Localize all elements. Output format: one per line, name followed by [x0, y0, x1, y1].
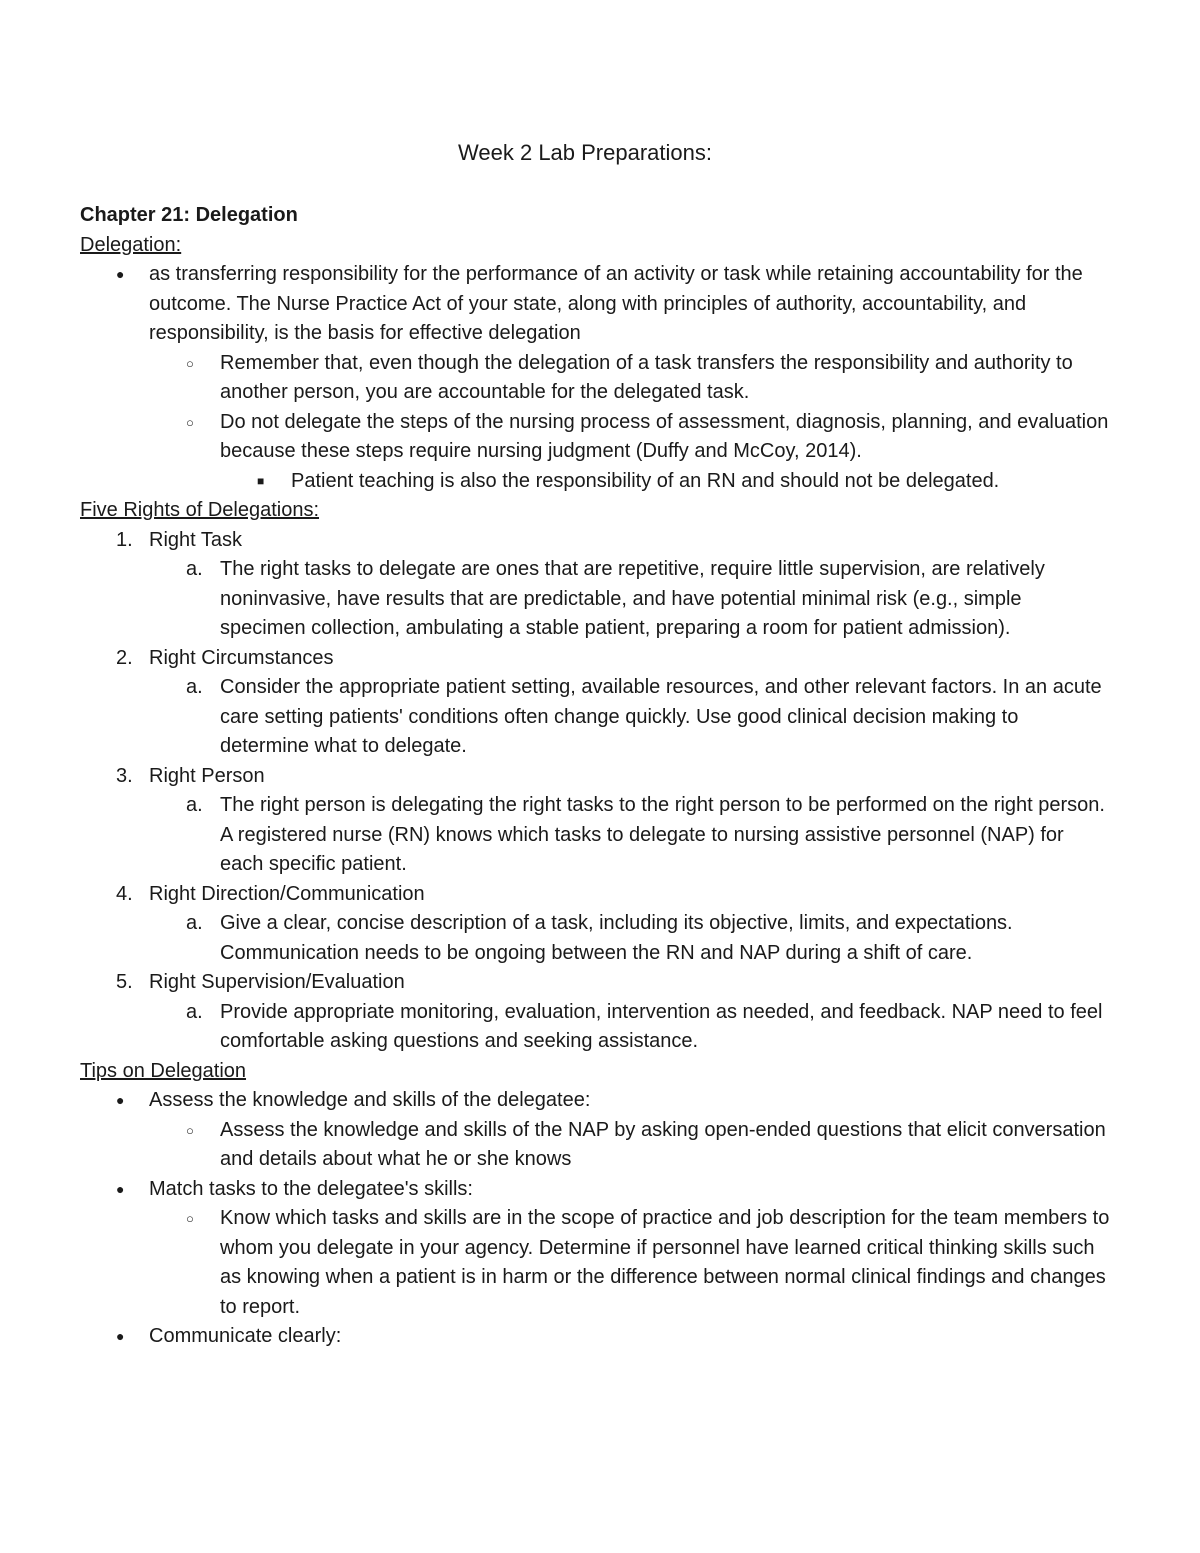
bullet-icon: ● [116, 1328, 125, 1344]
page-title: Week 2 Lab Preparations: [458, 140, 712, 165]
delegation-definition: as transferring responsibility for the performance of an activity or task while retaining accountability for the outcome. The Nurse Practice Act of your state, along with principles of authority, accountability, and responsibility, is the basis for effective delegation [149, 263, 1083, 344]
list-item-text: Patient teaching is also the responsibility of an RN and should not be delegated. [291, 469, 1000, 492]
list-item [80, 408, 1110, 467]
bullet-icon: ● [116, 266, 125, 282]
square-bullet-icon: ■ [257, 473, 265, 488]
right-label: Right Circumstances [149, 646, 334, 669]
list-number: 5. [116, 971, 133, 993]
list-number: 4. [116, 882, 133, 905]
list-item-text: Assess the knowledge and skills of the NAP by asking open-ended questions that elicit conversation and details about what he or she knows [220, 1118, 1106, 1170]
list-item [80, 673, 1110, 762]
right-label: Right Task [149, 528, 243, 551]
list-item [80, 1116, 1110, 1175]
list-item [80, 1322, 1110, 1352]
numbered-item [80, 880, 1110, 910]
list-letter: a. [186, 912, 203, 934]
section-heading: Tips on Delegation [80, 1059, 247, 1082]
list-item-text: Do not delegate the steps of the nursing process of assessment, diagnosis, planning, and evaluation because these steps require nursing judgment (Duffy and McCoy, 2014). [220, 410, 1109, 462]
section-five-rights [80, 496, 1110, 1057]
list-item [80, 998, 1110, 1057]
bullet-icon: ● [116, 1180, 125, 1197]
right-label: Right Person [149, 764, 265, 787]
list-item-text: The right tasks to delegate are ones that are repetitive, require little supervision, are relatively noninvasive, have results that are predictable, and have potential minimal risk (e.g., simple specimen collection, ambulating a stable patient, preparing a room for patient admission). [220, 558, 1045, 639]
list-item [80, 260, 1110, 349]
list-letter: a. [186, 558, 203, 580]
section-heading: Five Rights of Delegations: [80, 499, 320, 521]
list-item [80, 1204, 1110, 1322]
section-heading: Delegation: [80, 233, 182, 256]
numbered-item [80, 762, 1110, 792]
tip-label: Assess the knowledge and skills of the delegatee: [149, 1089, 591, 1111]
numbered-item [80, 644, 1110, 674]
document-body [80, 201, 1110, 1352]
right-label: Right Direction/Communication [149, 882, 425, 905]
circle-bullet-icon: ○ [186, 1122, 194, 1138]
list-number: 3. [116, 764, 133, 787]
bullet-icon: ● [116, 1092, 125, 1108]
list-number: 2. [116, 646, 133, 669]
list-number: 1. [116, 528, 133, 551]
list-item-text: Provide appropriate monitoring, evaluation, intervention as needed, and feedback. NAP need to feel comfortable asking questions and seeking assistance. [220, 1000, 1103, 1052]
section-tips [80, 1057, 1110, 1352]
circle-bullet-icon: ○ [186, 414, 194, 430]
list-item [80, 555, 1110, 644]
list-item-text: The right person is delegating the right tasks to the right person to be performed on the right person. A registered nurse (RN) knows which tasks to delegate to nursing assistive personnel (NAP) for each specific patient. [220, 794, 1105, 875]
circle-bullet-icon: ○ [186, 1211, 194, 1226]
numbered-item [80, 968, 1110, 998]
list-item-text: Remember that, even though the delegation of a task transfers the responsibility and authority to another person, you are accountable for the delegated task. [220, 351, 1073, 403]
right-label: Right Supervision/Evaluation [149, 971, 405, 993]
list-item-text: Consider the appropriate patient setting, available resources, and other relevant factors. In an acute care setting patients' conditions often change quickly. Use good clinical decision making to determine what to delegate. [220, 676, 1102, 757]
list-letter: a. [186, 676, 203, 698]
tip-label: Match tasks to the delegatee's skills: [149, 1177, 473, 1200]
section-delegation [80, 231, 1110, 497]
list-item [80, 1086, 1110, 1116]
list-letter: a. [186, 794, 203, 816]
list-item-text: Know which tasks and skills are in the scope of practice and job description for the team members to whom you delegate in your agency. Determine if personnel have learned critical thinking skills such as knowing when a patient is in harm or the difference between normal clinical findings and changes to report. [220, 1207, 1110, 1318]
list-item [80, 909, 1110, 968]
list-item [80, 349, 1110, 408]
chapter-heading: Chapter 21: Delegation [80, 204, 298, 226]
list-item [80, 1175, 1110, 1205]
circle-bullet-icon: ○ [186, 355, 194, 371]
tip-label: Communicate clearly: [149, 1325, 342, 1347]
list-item-text: Give a clear, concise description of a task, including its objective, limits, and expectations. Communication needs to be ongoing between the RN and NAP during a shift of care. [220, 912, 1013, 964]
numbered-item [80, 526, 1110, 556]
list-item [80, 791, 1110, 880]
list-letter: a. [186, 1000, 203, 1023]
list-item [80, 467, 1110, 497]
